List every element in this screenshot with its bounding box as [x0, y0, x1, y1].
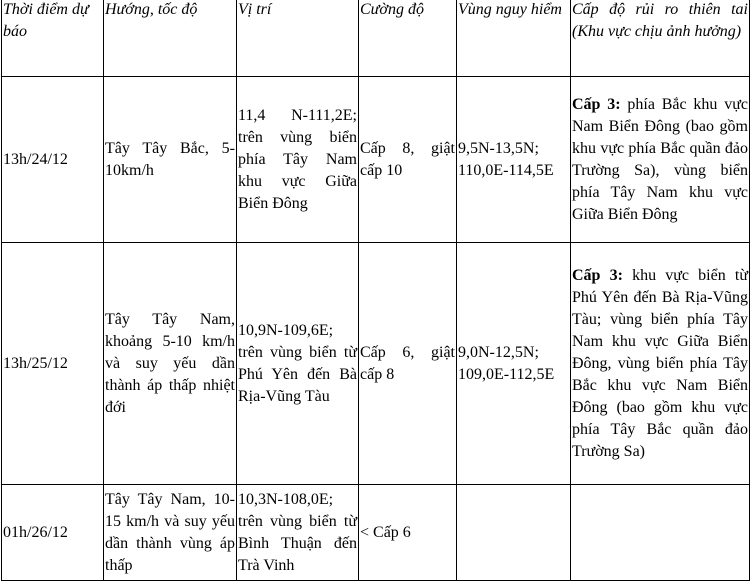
header-disaster-risk-level: Cấp độ rủi ro thiên tai (Khu vực chịu ảnh hưởng) [571, 0, 750, 77]
cell-direction: Tây Tây Nam, 10-15 km/h và suy yếu dần thành vùng áp thấp [104, 485, 237, 581]
risk-level-label: Cấp 3: [572, 266, 623, 284]
cell-risk [571, 243, 750, 485]
risk-area-text: khu vực biển từ Phú Yên đến Bà Rịa-Vũng Tàu; vùng biển phía Tây Nam khu vực Giữa Biển Đông, vùng biển phía Tây Bắc khu vực Nam Biển Đông (bao gồm khu vực phía Tây Bắc quần đảo Trường Sa) [572, 266, 748, 460]
cell-time: 01h/26/12 [2, 485, 104, 581]
cell-intensity: Cấp 6, giật cấp 8 [359, 243, 457, 485]
cell-position: 10,9N-109,6E; trên vùng biển từ Phú Yên đến Bà Rịa-Vũng Tàu [237, 243, 359, 485]
table-row [2, 485, 750, 581]
risk-level-label: Cấp 3: [572, 95, 621, 113]
header-position: Vị trí [237, 0, 359, 77]
cell-direction: Tây Tây Bắc, 5-10km/h [104, 77, 237, 243]
forecast-table [1, 0, 750, 581]
cell-time: 13h/25/12 [2, 243, 104, 485]
table-row [2, 243, 750, 485]
cell-time: 13h/24/12 [2, 77, 104, 243]
cell-position: 10,3N-108,0E; trên vùng biển từ Bình Thuận đến Trà Vinh [237, 485, 359, 581]
header-direction-speed: Hướng, tốc độ [104, 0, 237, 77]
cell-intensity: < Cấp 6 [359, 485, 457, 581]
cell-direction: Tây Tây Nam, khoảng 5-10 km/h và suy yếu dần thành áp thấp nhiệt đới [104, 243, 237, 485]
header-intensity: Cường độ [359, 0, 457, 77]
table-header-row [2, 0, 750, 77]
cell-intensity: Cấp 8, giật cấp 10 [359, 77, 457, 243]
cell-position: 11,4 N-111,2E; trên vùng biển phía Tây Nam khu vực Giữa Biển Đông [237, 77, 359, 243]
cell-danger-zone: 9,0N-12,5N; 109,0E-112,5E [457, 243, 571, 485]
cell-danger-zone: 9,5N-13,5N; 110,0E-114,5E [457, 77, 571, 243]
header-forecast-time: Thời điểm dự báo [2, 0, 104, 77]
risk-area-text: phía Bắc khu vực Nam Biển Đông (bao gồm khu vực phía Bắc quần đảo Trường Sa), vùng biển phía Tây Nam khu vực Giữa Biển Đông [572, 95, 749, 223]
header-danger-zone: Vùng nguy hiểm [457, 0, 571, 77]
cell-risk [571, 485, 750, 581]
cell-danger-zone [457, 485, 571, 581]
table-row [2, 77, 750, 243]
cell-risk [571, 77, 750, 243]
